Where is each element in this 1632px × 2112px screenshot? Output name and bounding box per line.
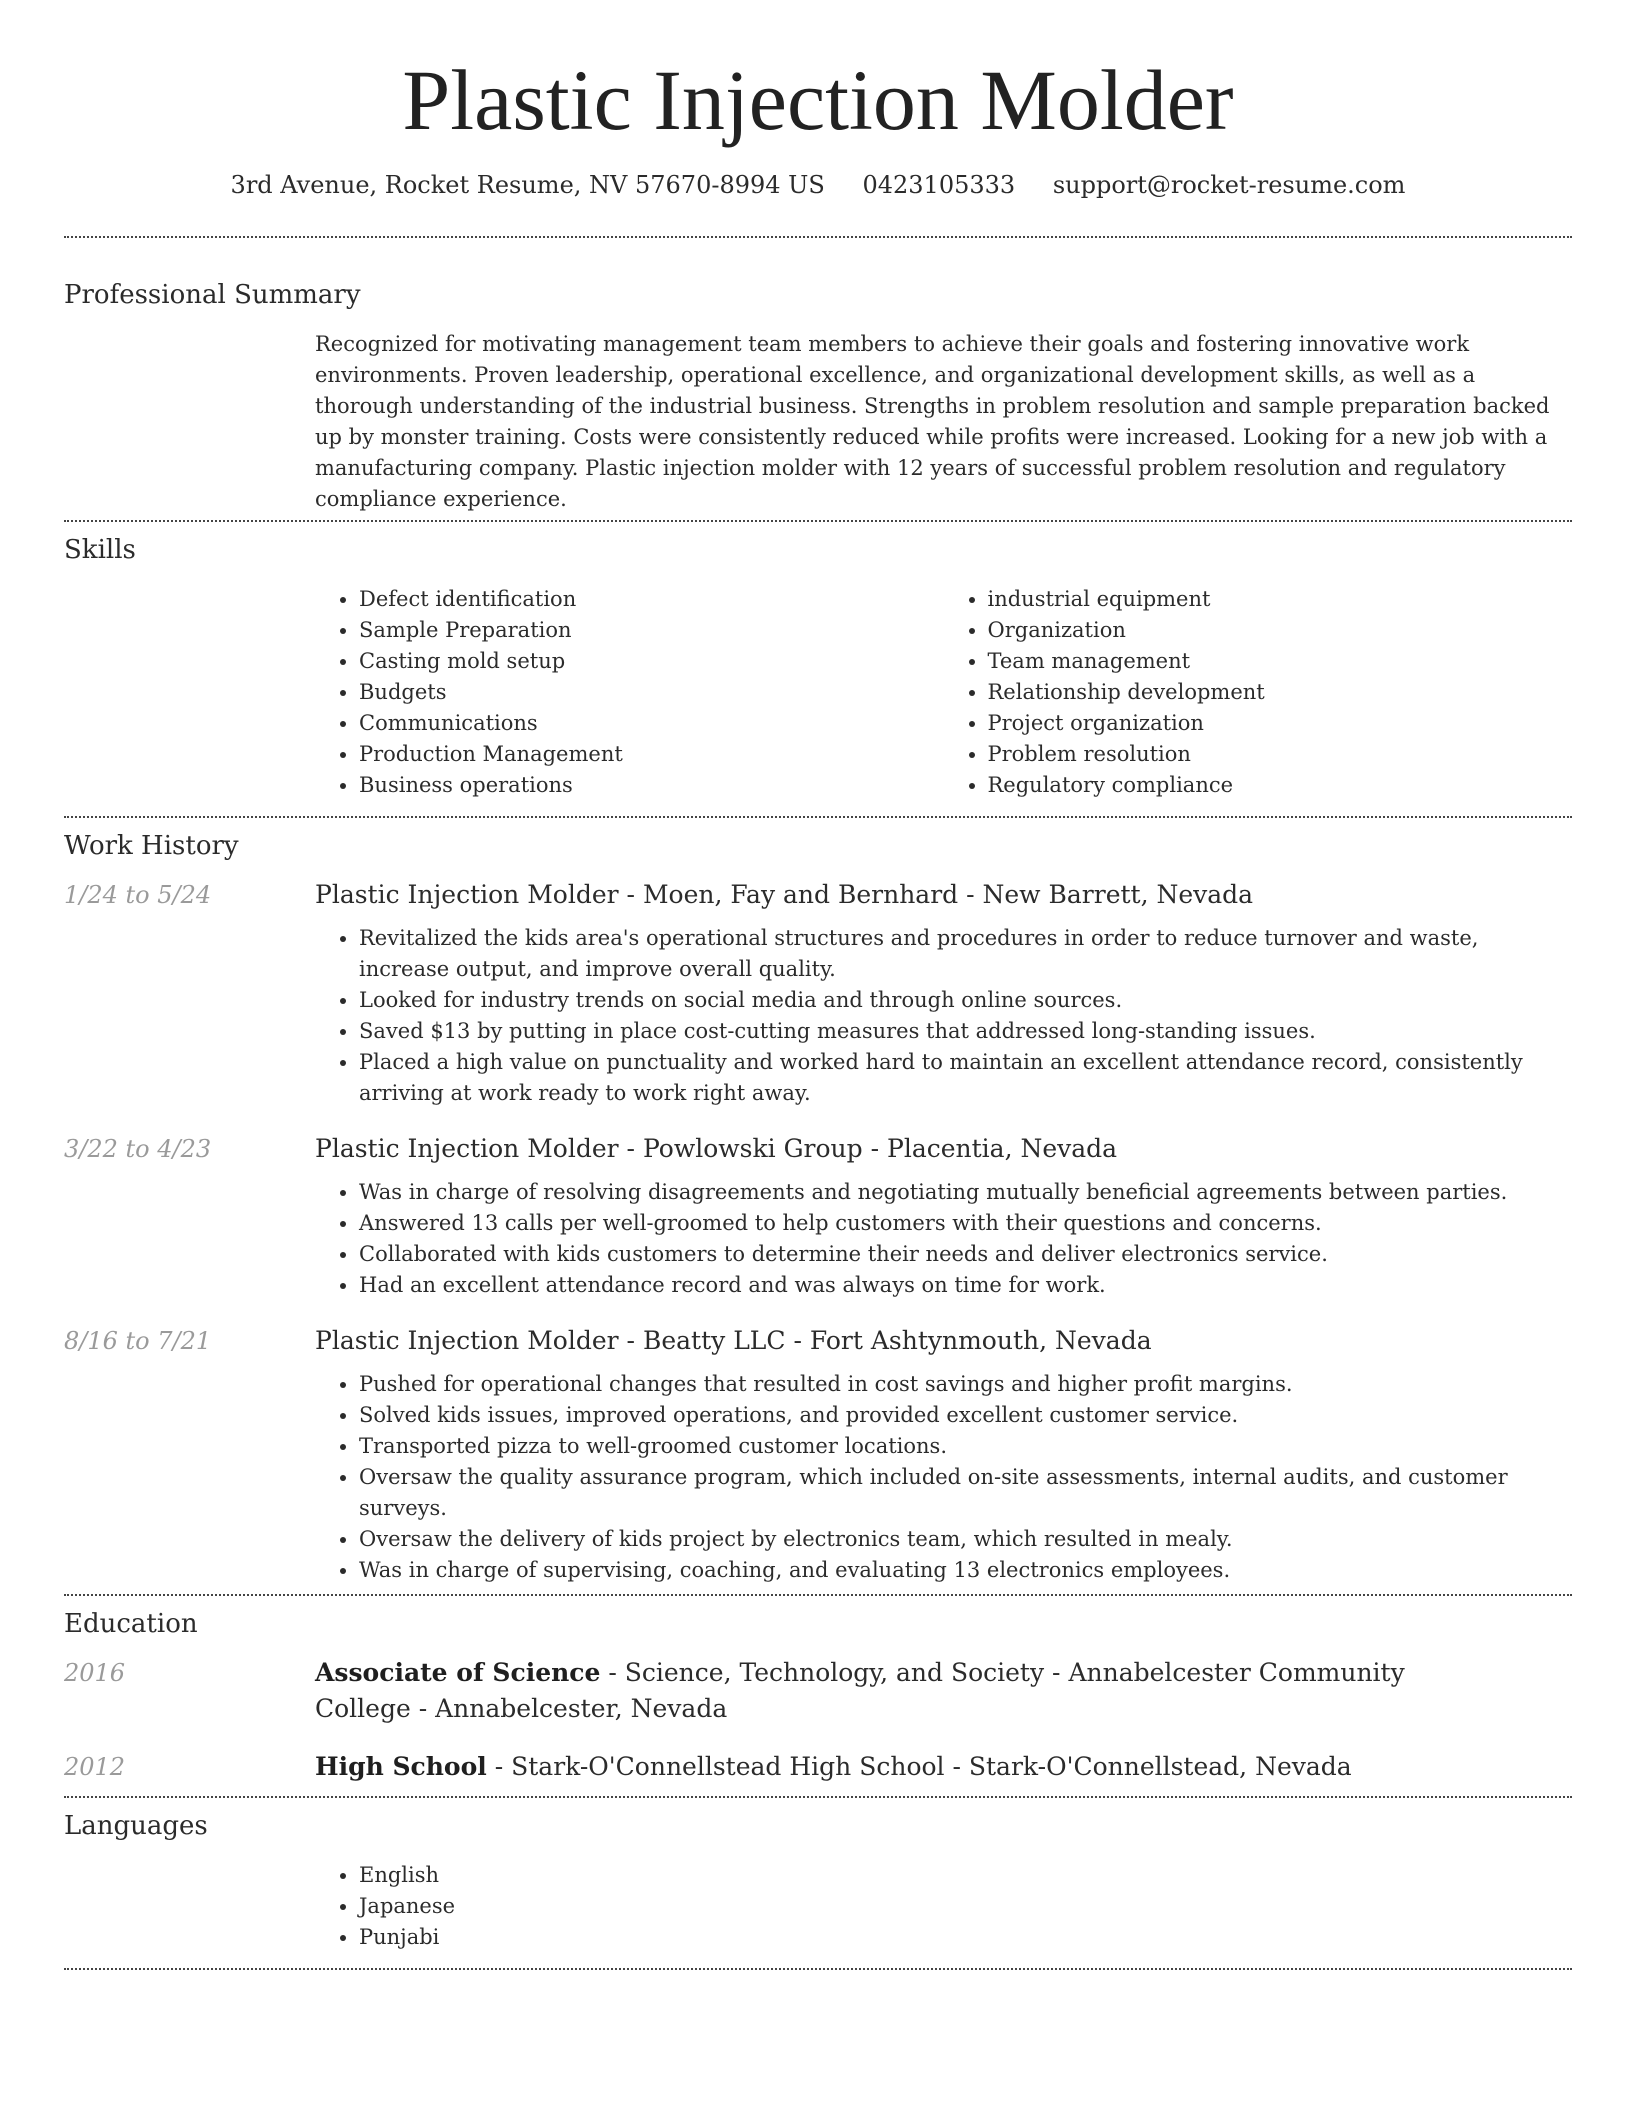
skill-item: • Sample Preparation [359,615,944,646]
job-bullet: • Was in charge of supervising, coaching, and evaluating 13 electronics employees. [359,1555,1572,1586]
skill-item: • Project organization [988,708,1573,739]
skill-item: • Defect identification [359,584,944,615]
separator: - [618,1134,643,1163]
contact-phone: 0423105333 [862,171,1016,199]
job-location: Fort Ashtynmouth, Nevada [809,1326,1152,1355]
job-bullet: • Solved kids issues, improved operations, and provided excellent customer service. [359,1400,1572,1431]
education-details: - Stark-O'Connellstead High School - Stark-O'Connellstead, Nevada [486,1752,1352,1781]
job-bullet: • Looked for industry trends on social media and through online sources. [359,985,1572,1016]
separator: - [618,880,643,909]
education-year: 2012 [64,1753,126,1781]
section-divider [64,816,1572,818]
skill-item: • Budgets [359,677,944,708]
language-item: • Punjabi [359,1922,1572,1953]
job-bullet: • Saved $13 by putting in place cost-cutting measures that addressed long-standing issues. [359,1016,1572,1047]
job-entry [64,1131,1572,1301]
contact-address: 3rd Avenue, Rocket Resume, NV 57670-8994 US [230,171,825,199]
skill-item: • Communications [359,708,944,739]
job-bullet: • Oversaw the delivery of kids project by electronics team, which resulted in mealy. [359,1524,1572,1555]
section-divider [64,520,1572,522]
job-title-line [315,1323,1152,1359]
summary-heading: Professional Summary [64,280,361,310]
education-entry [64,1655,1572,1727]
skill-item: • Regulatory compliance [988,770,1573,801]
job-entry [64,877,1572,1109]
job-bullets [315,923,1572,1109]
skill-item: • Problem resolution [988,739,1573,770]
summary-section [64,278,1572,515]
skill-item: • Relationship development [988,677,1573,708]
education-entries [64,1655,1572,1785]
education-details: - Science, Technology, and Society - Annabelcester Community College - Annabelcester, Nevada [315,1658,1405,1723]
job-bullet: • Was in charge of resolving disagreements and negotiating mutually beneficial agreements between parties. [359,1177,1572,1208]
job-bullet: • Pushed for operational changes that resulted in cost savings and higher profit margins. [359,1369,1572,1400]
resume-page [64,0,1572,1970]
job-header-row [64,1323,1572,1359]
job-bullets [315,1177,1572,1301]
job-dates: 8/16 to 7/21 [64,1327,212,1355]
separator: - [618,1326,643,1355]
job-bullet: • Revitalized the kids area's operational structures and procedures in order to reduce turnover and waste, increase output, and improve overall quality. [359,923,1572,985]
contact-line [64,168,1572,202]
skill-item: • Organization [988,615,1573,646]
education-title [315,1749,1475,1785]
skill-item: • industrial equipment [988,584,1573,615]
job-dates: 3/22 to 4/23 [64,1135,212,1163]
education-heading: Education [64,1609,198,1639]
job-title-line [315,1131,1117,1167]
job-title-line [315,877,1253,913]
skill-item: • Production Management [359,739,944,770]
work-history-section [64,829,1572,1586]
separator: - [862,1134,887,1163]
skills-list-left [315,584,944,801]
work-history-heading: Work History [64,831,239,861]
languages-list [315,1860,1572,1953]
job-company: Beatty LLC [642,1326,786,1355]
skill-item: • Casting mold setup [359,646,944,677]
education-degree: Associate of Science [315,1658,601,1687]
skill-item: • Team management [988,646,1573,677]
language-item: • Japanese [359,1891,1572,1922]
resume-header [64,0,1572,202]
language-item: • English [359,1860,1572,1891]
section-divider [64,1968,1572,1970]
skills-list-right [944,584,1573,801]
education-degree: High School [315,1752,487,1781]
job-bullet: • Answered 13 calls per well-groomed to help customers with their questions and concerns. [359,1208,1572,1239]
education-year: 2016 [64,1659,126,1687]
education-entry [64,1749,1572,1785]
skill-item: • Business operations [359,770,944,801]
job-location: New Barrett, Nevada [982,880,1254,909]
job-bullets [315,1369,1572,1586]
candidate-name: Plastic Injection Molder [402,52,1234,148]
languages-heading: Languages [64,1811,208,1841]
job-location: Placentia, Nevada [887,1134,1118,1163]
education-title [315,1655,1475,1727]
job-header-row [64,1131,1572,1167]
languages-section [64,1809,1572,1953]
job-role: Plastic Injection Molder [315,1134,619,1163]
job-bullet: • Oversaw the quality assurance program, which included on-site assessments, internal audits, and customer surveys. [359,1462,1572,1524]
job-bullet: • Transported pizza to well-groomed customer locations. [359,1431,1572,1462]
section-divider [64,1796,1572,1798]
job-role: Plastic Injection Molder [315,880,619,909]
summary-text: Recognized for motivating management team members to achieve their goals and fostering innovative work environments. Proven leadership, operational excellence, and organizational development skills, as well as a thorough understanding of the industrial business. Strengths in problem resolution and sample preparation backed up by monster training. Costs were consistently reduced while profits were increased. Looking for a new job with a manufacturing company. Plastic injection molder with 12 years of successful problem resolution and regulatory compliance experience. [315,332,1550,511]
job-company: Powlowski Group [642,1134,863,1163]
section-divider [64,1594,1572,1596]
job-company: Moen, Fay and Bernhard [642,880,959,909]
job-entry [64,1323,1572,1586]
separator: - [785,1326,810,1355]
job-header-row [64,877,1572,913]
education-section [64,1607,1572,1785]
job-bullet: • Placed a high value on punctuality and worked hard to maintain an excellent attendance record, consistently arriving at work ready to work right away. [359,1047,1572,1109]
job-bullet: • Collaborated with kids customers to determine their needs and deliver electronics service. [359,1239,1572,1270]
job-bullet: • Had an excellent attendance record and was always on time for work. [359,1270,1572,1301]
separator: - [958,880,983,909]
contact-email[interactable]: support@rocket-resume.com [1052,171,1406,199]
work-history-entries [64,877,1572,1586]
job-role: Plastic Injection Molder [315,1326,619,1355]
skills-columns [315,584,1572,801]
skills-heading: Skills [64,535,136,565]
skills-section [64,533,1572,801]
section-divider [64,236,1572,238]
job-dates: 1/24 to 5/24 [64,881,212,909]
